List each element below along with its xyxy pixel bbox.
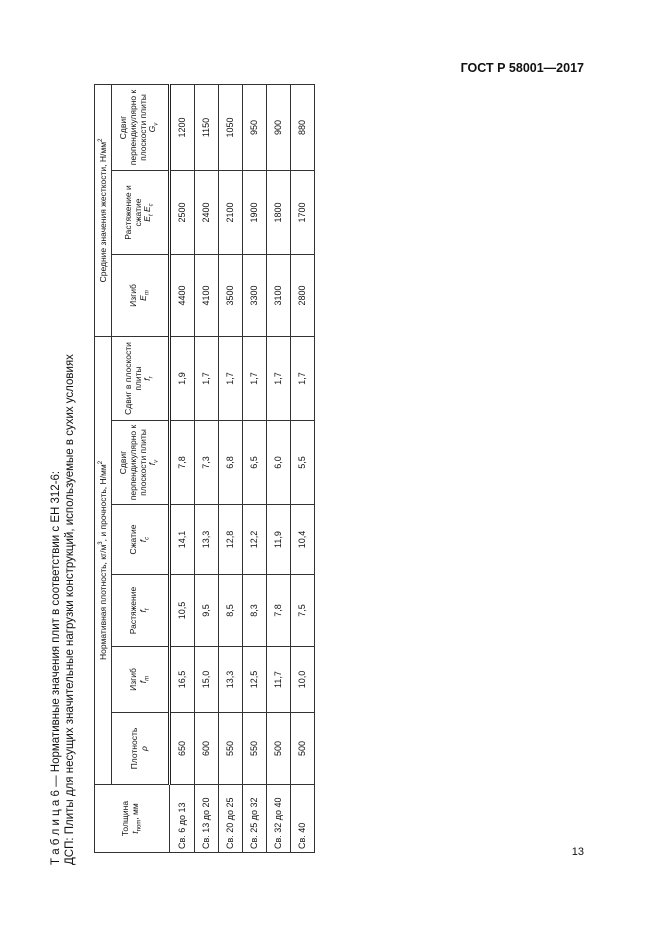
column-symbol-sub-2: c: [149, 203, 156, 207]
value-cell: 6,8: [219, 421, 243, 505]
column-symbol: f: [147, 462, 158, 466]
thickness-cell: Св. 40: [291, 785, 315, 853]
table-row: [243, 84, 267, 852]
table-row: [219, 84, 243, 852]
thickness-header-sub: nom: [136, 819, 143, 832]
value-cell: 12,5: [243, 647, 267, 713]
value-cell: 3100: [267, 255, 291, 337]
value-cell: 14,1: [170, 505, 195, 575]
column-symbol-sub: t: [149, 214, 156, 217]
thickness-cell: Св. 32 до 40: [267, 785, 291, 853]
value-cell: 10,5: [170, 575, 195, 647]
column-symbol-sub: c: [144, 536, 151, 540]
value-cell: 3300: [243, 255, 267, 337]
value-cell: 950: [243, 84, 267, 170]
value-cell: 1,7: [243, 337, 267, 421]
value-cell: 10,4: [291, 505, 315, 575]
column-label: Растяжение: [127, 586, 138, 635]
stiffness-group-header: [95, 84, 112, 336]
thickness-header-symbol: t: [129, 831, 140, 834]
column-symbol: f: [142, 378, 153, 381]
value-cell: 1900: [243, 171, 267, 255]
column-header-bending-modulus: [112, 255, 170, 337]
value-cell: 550: [243, 713, 267, 785]
value-cell: 6,5: [243, 421, 267, 505]
value-cell: 1200: [170, 84, 195, 170]
value-cell: 2500: [170, 171, 195, 255]
column-symbol: f: [137, 680, 148, 684]
column-header-shear-modulus: [112, 84, 170, 170]
column-label: Изгиб: [127, 668, 138, 691]
thickness-cell: Св. 25 до 32: [243, 785, 267, 853]
document-standard-header: ГОСТ Р 58001—2017: [460, 61, 584, 75]
column-label: Плотность: [129, 727, 140, 770]
value-cell: 1800: [267, 171, 291, 255]
value-cell: 1,7: [195, 337, 219, 421]
value-cell: 550: [219, 713, 243, 785]
table-row: [291, 84, 315, 852]
value-cell: 600: [195, 713, 219, 785]
strength-group-label: Нормативная плотность, кг/м: [97, 544, 108, 661]
value-cell: 13,3: [195, 505, 219, 575]
value-cell: 1,7: [219, 337, 243, 421]
properties-table: [94, 84, 315, 853]
column-label: Сжатие: [127, 524, 138, 555]
value-cell: 11,9: [267, 505, 291, 575]
strength-group-header: [95, 337, 112, 785]
column-symbol-sub: v: [154, 459, 161, 463]
value-cell: 1700: [291, 171, 315, 255]
column-header-compression-strength: [112, 505, 170, 575]
rotated-table-block: [50, 85, 555, 865]
thickness-header-unit: , мм: [129, 803, 140, 820]
column-symbol-2: E: [142, 206, 153, 212]
column-symbol-sub: t: [144, 608, 151, 611]
table-caption-title: — Нормативные значения плит в соответствии с ЕН 312-6:: [50, 470, 62, 791]
value-cell: 650: [170, 713, 195, 785]
value-cell: 4400: [170, 255, 195, 337]
value-cell: 11,7: [267, 647, 291, 713]
page-number: 13: [571, 846, 584, 858]
value-cell: 7,3: [195, 421, 219, 505]
value-cell: 2100: [219, 171, 243, 255]
column-header-bending-strength: [112, 647, 170, 713]
stiffness-group-label: Средние значения жесткости, Н/мм: [97, 141, 108, 283]
value-cell: 500: [291, 713, 315, 785]
value-cell: 7,8: [170, 421, 195, 505]
strength-group-sup: 3: [97, 541, 104, 545]
value-cell: 500: [267, 713, 291, 785]
column-label: Растяжение и сжатие: [122, 185, 143, 240]
thickness-cell: Св. 13 до 20: [195, 785, 219, 853]
thickness-cell: Св. 20 до 25: [219, 785, 243, 853]
table-row: [170, 84, 195, 852]
value-cell: 12,8: [219, 505, 243, 575]
table-row: [267, 84, 291, 852]
value-cell: 5,5: [291, 421, 315, 505]
value-cell: 16,5: [170, 647, 195, 713]
value-cell: 880: [291, 84, 315, 170]
value-cell: 7,8: [267, 575, 291, 647]
table-caption-label: Т а б л и ц а 6: [50, 790, 62, 865]
value-cell: 1,7: [291, 337, 315, 421]
column-header-panel-shear-strength: [112, 421, 170, 505]
value-cell: 10,0: [291, 647, 315, 713]
column-symbol-sub: v: [154, 122, 161, 126]
column-symbol: f: [137, 610, 148, 613]
value-cell: 1,9: [170, 337, 195, 421]
value-cell: 6,0: [267, 421, 291, 505]
column-label: Сдвиг перпендикулярно к плоскости плиты: [118, 89, 148, 166]
value-cell: 7,5: [291, 575, 315, 647]
column-header-tension-compression-modulus: [112, 171, 170, 255]
table-caption-line2: ДСП: Плиты для несущих значительные нагрузки конструкций, используемые в сухих условиях: [64, 354, 76, 865]
column-label: Сдвиг в плоскости плиты: [122, 342, 143, 415]
value-cell: 15,0: [195, 647, 219, 713]
value-cell: 13,3: [219, 647, 243, 713]
table-body: [170, 84, 315, 852]
column-label: Сдвиг перпендикулярно к плоскости плиты: [118, 424, 148, 501]
value-cell: 8,5: [219, 575, 243, 647]
column-symbol: f: [137, 539, 148, 543]
column-header-planar-shear-strength: [112, 337, 170, 421]
value-cell: 3500: [219, 255, 243, 337]
stiffness-group-sup: 2: [97, 138, 104, 142]
strength-group-sup2: 2: [97, 460, 104, 465]
column-header-density: [112, 713, 170, 785]
column-symbol-sub: m: [144, 290, 151, 296]
table-caption-line1: [50, 471, 62, 865]
value-cell: 12,2: [243, 505, 267, 575]
table-row: [195, 84, 219, 852]
thickness-cell: Св. 6 до 13: [170, 785, 195, 853]
value-cell: 1050: [219, 84, 243, 170]
value-cell: 1150: [195, 84, 219, 170]
column-symbol: E: [142, 216, 153, 222]
value-cell: 2400: [195, 171, 219, 255]
strength-group-suffix: , и прочность, Н/мм: [97, 464, 108, 542]
value-cell: 2800: [291, 255, 315, 337]
column-symbol-sub: r: [149, 376, 156, 379]
thickness-header-label: Толщина: [119, 800, 130, 837]
value-cell: 8,3: [243, 575, 267, 647]
column-symbol: ρ: [139, 746, 149, 751]
column-symbol: E: [137, 295, 148, 301]
thickness-header-cell: [95, 785, 170, 853]
value-cell: 1,7: [267, 337, 291, 421]
value-cell: 900: [267, 84, 291, 170]
value-cell: 9,5: [195, 575, 219, 647]
column-symbol-sub: m: [144, 675, 151, 681]
column-header-tension-strength: [112, 575, 170, 647]
column-symbol: G: [147, 125, 158, 133]
column-label: Изгиб: [127, 284, 138, 307]
value-cell: 4100: [195, 255, 219, 337]
